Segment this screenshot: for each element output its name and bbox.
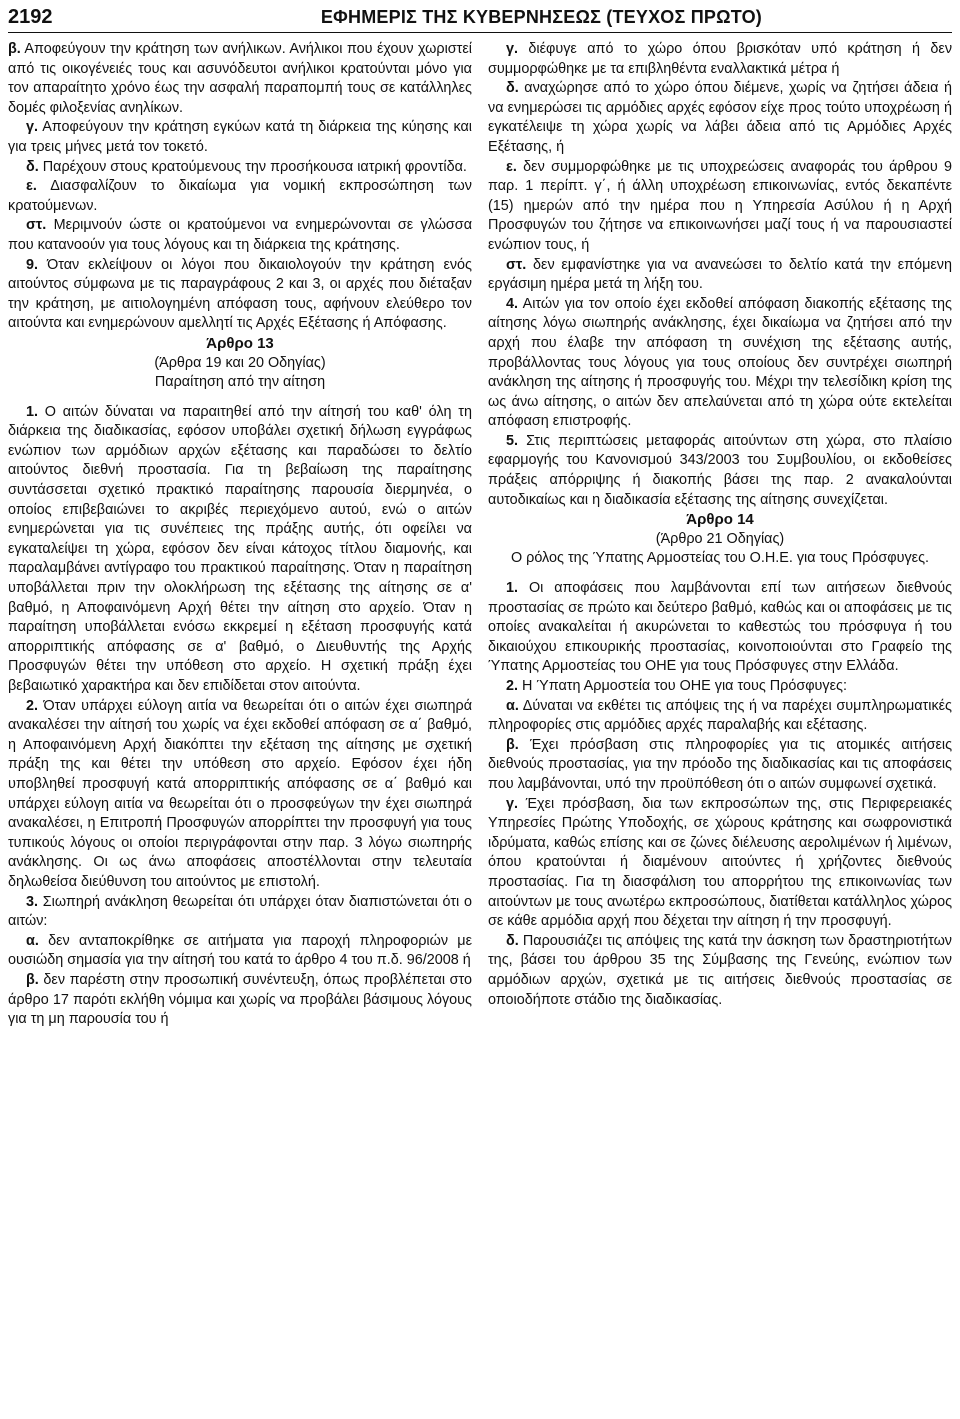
- paragraph-text: δεν παρέστη στην προσωπική συνέντευξη, όπως προβλέπεται στο άρθρο 17 παρότι εκλήθη νόμιμα και χωρίς να προβάλει βάσιμους λόγους για τη μη παρουσία του ή: [8, 971, 472, 1028]
- paragraph-label: γ.: [506, 795, 519, 812]
- paragraph-label: α.: [506, 697, 519, 714]
- paragraph-text: δεν συμμορφώθηκε με τις υποχρεώσεις αναφοράς του άρθρου 9 παρ. 1 περίπτ. γ΄, ή άλλη υποχρέωση επικοινωνίας, εντός δεκαπέντε (15) ημερών από την ημέρα που η Υπηρεσία Ασύλου ή η Αρχή Προσφυγών του ζήτησε να επικοινωνήσει μαζί τους ή να παρουσιαστεί ενώπιον τους, ή: [488, 158, 952, 253]
- paragraph: [488, 158, 952, 256]
- paragraph-text: Έχει πρόσβαση στις πληροφορίες για τις ατομικές αιτήσεις διεθνούς προστασίας, για την πρόοδο της διαδικασίας και τις αποφάσεις που λαμβάνονται, υπό την προϋπόθεση ότι ο αιτών συμφωνεί σχετικά.: [488, 736, 952, 792]
- paragraph: [8, 932, 472, 971]
- paragraph-text: Ο αιτών δύναται να παραιτηθεί από την αίτησή του καθ' όλη τη διάρκεια της διαδικασίας, εφόσον υποβάλει σχετική δήλωση εγγράφως ενώπιον των αρμόδιων αρχών εξέτασης και παραδώσει το δελτίο αιτούντος διεθνή προστασία. Για τη βεβαίωση της παραίτησης συντάσσεται σχετικό πρακτικό παραίτησης παρουσία διερμηνέα, ο οποίος επιβεβαιώνει το ακριβές περιεχόμενο αυτού, ενώ ο αιτών ενημερώνεται για τις συνέπειες της πράξης αυτής, ότι οφείλει να εγκαταλείψει τη χώρα, εφόσον δεν είναι κάτοχος τίτλου διαμονής, και παραλαμβάνει αντίγραφο του πρακτικού παραίτησης. Όταν η παραίτηση υποβάλλεται πριν την ολοκλήρωση της εξέτασης της αίτησης σε α' βαθμό, η Αποφαινόμενη Αρχή θέτει την αίτηση στο αρχείο. Όταν η παραίτηση υποβάλλεται ενόσω εκκρεμεί η εξέταση προσφυγής κατά απορριπτικής απόφασης σε α' βαθμό, ο Διευθυντής της Αρχής Προσφυγών θέτει την υπόθεση στο αρχείο. Η σχετική πράξη έχει βεβαιωτικό χαρακτήρα και δεν επιδίδεται στον αιτούντα.: [8, 403, 472, 694]
- paragraph: [8, 971, 472, 1030]
- page-header: [8, 2, 952, 33]
- paragraph: [488, 697, 952, 736]
- paragraph-label: δ.: [506, 80, 519, 97]
- paragraph-text: Αιτών για τον οποίο έχει εκδοθεί απόφαση διακοπής εξέτασης της αίτησης λόγω σιωπηρής ανάκλησης, έχει δικαίωμα να ζητήσει από την αρχή που έλαβε την απόφαση τη συνέχιση της εξέτασης αυτής, προβάλλοντας τους λόγους για τους οποίους δεν συντρέχει σιωπηρή ανάκληση της αίτησης ή προσφυγής του. Μέχρι την τελεσίδικη κρίση της ως άνω αίτησης, ο αιτών δεν απελαύνεται από τη χώρα ούτε εκτελείται απόφαση επιστροφής.: [488, 295, 952, 430]
- paragraph-label: 9.: [26, 256, 39, 273]
- paragraph: [8, 403, 472, 697]
- paragraph: [488, 40, 952, 79]
- article-14-subtitle: (Άρθρο 21 Οδηγίας): [655, 530, 785, 547]
- paragraph-text: Σιωπηρή ανάκληση θεωρείται ότι υπάρχει όταν διαπιστώνεται ότι ο αιτών:: [8, 893, 472, 930]
- paragraph-label: 5.: [506, 432, 519, 449]
- paragraph: [488, 736, 952, 795]
- right-column: [488, 40, 952, 1010]
- paragraph: [8, 893, 472, 932]
- paragraph: [488, 932, 952, 1010]
- paragraph-text: Δύναται να εκθέτει τις απόψεις της ή να παρέχει συμπληρωματικές πληροφορίες στις αρμόδιες αρχές παραλαβής και εξέτασης.: [488, 697, 952, 734]
- article-13-heading: Παραίτηση από την αίτηση: [154, 374, 326, 391]
- paragraph-label: β.: [506, 736, 519, 753]
- paragraph: [488, 256, 952, 295]
- paragraph: [8, 177, 472, 216]
- paragraph-text: Παρέχουν στους κρατούμενους την προσήκουσα ιατρική φροντίδα.: [42, 158, 467, 175]
- paragraph-text: δεν ανταποκρίθηκε σε αιτήματα για παροχή πληροφοριών με ουσιώδη σημασία για την αίτησή του κατά το άρθρο 4 του π.δ. 96/2008 ή: [8, 932, 472, 969]
- paragraph: [8, 256, 472, 334]
- paragraph-text: Διασφαλίζουν το δικαίωμα για νομική εκπροσώπηση των κρατούμενων.: [8, 178, 472, 214]
- paragraph: [488, 677, 952, 697]
- paragraph: [8, 40, 472, 118]
- paragraph: [488, 79, 952, 157]
- paragraph-label: δ.: [506, 932, 519, 949]
- paragraph-label: β.: [8, 41, 21, 57]
- paragraph-text: Παρουσιάζει τις απόψεις της κατά την άσκηση των δραστηριοτήτων της, βάσει του άρθρου 35 της Σύμβασης της Γενεύης, ενώπιον των αρμόδιων αρχών, σχετικά με τις αιτήσεις διεθνούς προστασίας σε οποιοδήποτε στάδιο της διαδικασίας.: [488, 932, 952, 1008]
- paragraph-text: Οι αποφάσεις που λαμβάνονται επί των αιτήσεων διεθνούς προστασίας σε πρώτο και δεύτερο βαθμό, καθώς και οι αποφάσεις με τις οποίες ανακαλείται ή ακυρώνεται το καθεστώς του πρόσφυγα ή του δικαιούχου επικουρικής προστασίας, κοινοποιούνται στο Γραφείο της Ύπατης Αρμοστείας του ΟΗΕ για τους Πρόσφυγες στην Ελλάδα.: [488, 580, 953, 675]
- paragraph-label: 2.: [506, 678, 519, 694]
- paragraph: [8, 216, 472, 255]
- paragraph-label: 1.: [506, 580, 519, 597]
- paragraph-text: Έχει πρόσβαση, δια των εκπροσώπων της, στις Περιφερειακές Υπηρεσίες Πρώτης Υποδοχής, σε χώρους κράτησης και σωφρονιστικά ιδρύματα, καθώς επίσης και σε ζώνες διέλευσης αερολιμένων ή λιμένων, όπου κρατούνται ή διαμένουν αιτούντες ή χρήζοντες διεθνούς προστασίας. Για τη διασφάλιση του απορρήτου της επικοινωνίας των αιτούντων με τους ανωτέρω εκπροσώπους, διατίθεται κατάλληλος χώρος σε κάθε αρμόδια αρχή που δέχεται την αίτηση ή την προσφυγή.: [488, 795, 953, 930]
- paragraph: [8, 697, 472, 893]
- article-14-title: Άρθρο 14: [686, 511, 754, 529]
- paragraph-text: δεν εμφανίστηκε για να ανανεώσει το δελτίο κατά την επόμενη εργάσιμη ημέρα μετά τη λήξη του.: [488, 256, 952, 293]
- paragraph-label: α.: [26, 932, 39, 949]
- paragraph: [488, 795, 952, 932]
- paragraph-label: 1.: [26, 403, 39, 420]
- paragraph-text: Αποφεύγουν την κράτηση εγκύων κατά τη διάρκεια της κύησης και για τρεις μήνες μετά τον τοκετό.: [8, 119, 472, 155]
- paragraph-text: Στις περιπτώσεις μεταφοράς αιτούντων στη χώρα, στο πλαίσιο εφαρμογής του Κανονισμού 343/2003 του Συμβουλίου, οι εκδοθείσες πράξεις απόρριψης ή διακοπής βάσει της παρ. 2 ανακαλούνται αυτοδικαίως και η διαδικασία εξέτασης της αίτησης συνεχίζεται.: [488, 432, 953, 508]
- paragraph: [8, 158, 472, 178]
- page-number: 2192: [8, 5, 53, 28]
- paragraph-label: 3.: [26, 893, 39, 910]
- paragraph-label: στ.: [506, 256, 527, 273]
- left-column: [8, 40, 472, 1030]
- paragraph-text: αναχώρησε από το χώρο όπου διέμενε, χωρίς να ζητήσει άδεια ή να ενημερώσει τις αρμόδιες αρχές εφόσον είχε προς τούτο υποχρέωση ή εγκατέλειψε τη χώρα χωρίς να λάβει άδεια από τις Αρμόδιες Αρχές Εξέτασης, ή: [488, 80, 952, 155]
- paragraph: [488, 579, 952, 677]
- paragraph-label: δ.: [26, 158, 39, 175]
- paragraph-text: διέφυγε από το χώρο όπου βρισκόταν υπό κράτηση ή δεν συμμορφώθηκε με τα επιβληθέντα εναλλακτικά μέτρα ή: [488, 41, 953, 77]
- paragraph-label: ε.: [506, 158, 517, 175]
- paragraph-text: Όταν εκλείψουν οι λόγοι που δικαιολογούν την κράτηση ενός αιτούντος σύμφωνα με τις παραγράφους 2 και 3, οι αρχές που διέταξαν την κράτηση, με αιτιολογημένη απόφαση τους, αφήνουν ελεύθερο τον αιτούντα και ενημερώνουν αμελλητί τις Αρχές Εξέτασης ή Απόφασης.: [8, 256, 472, 332]
- paragraph-label: γ.: [26, 119, 39, 136]
- paragraph-label: 2.: [26, 697, 39, 714]
- article-13-title: Άρθρο 13: [206, 334, 274, 352]
- gazette-title: ΕΦΗΜΕΡΙΣ ΤΗΣ ΚΥΒΕΡΝΗΣΕΩΣ (ΤΕΥΧΟΣ ΠΡΩΤΟ): [320, 6, 762, 27]
- paragraph-label: στ.: [26, 217, 47, 234]
- paragraph-label: ε.: [26, 178, 37, 195]
- article-14-heading: Ο ρόλος της Ύπατης Αρμοστείας του Ο.Η.Ε. για τους Πρόσφυγες.: [510, 550, 930, 567]
- paragraph: [488, 432, 952, 510]
- article-13-subtitle: (Άρθρα 19 και 20 Οδηγίας): [154, 354, 326, 371]
- paragraph-label: γ.: [506, 41, 519, 57]
- paragraph-text: Όταν υπάρχει εύλογη αιτία να θεωρείται ότι ο αιτών έχει σιωπηρά ανακαλέσει την αίτησή του χωρίς να έχει εκδοθεί απόφαση σε α΄ βαθμό, η Αποφαινόμενη Αρχή διακόπτει την εξέταση της αίτησης με σχετική πράξη της και θέτει την υπόθεση στο αρχείο. Εφόσον έχει ήδη υποβληθεί προσφυγή κατά απορριπτικής απόφασης σε α΄ βαθμό και υπάρχει εύλογη αιτία να θεωρείται ότι ο προσφεύγων την έχει σιωπηρά ανακαλέσει, η Επιτροπή Προσφυγών απορρίπτει την προσφυγή για τους τυπικούς λόγους οι οποίοι περιγράφονται στην παρ. 3 λόγω σιωπηρής ανάκλησης. Οι ως άνω αποφάσεις αποστέλλονται στην τελευταία δηλωθείσα διεύθυνση του αιτούντος με επιστολή.: [8, 697, 473, 890]
- paragraph-text: Μεριμνούν ώστε οι κρατούμενοι να ενημερώνονται σε γλώσσα που κατανοούν για τους λόγους και τη διάρκεια της κράτησης.: [8, 217, 473, 253]
- paragraph: [488, 295, 952, 432]
- paragraph-text: Αποφεύγουν την κράτηση των ανήλικων. Ανήλικοι που έχουν χωριστεί από τις οικογένειές τους και ασυνόδευτοι ανήλικοι κρατούνται μόνο για τον απαραίτητο χρόνο έως την ασφαλή παραπομπή τους σε κατάλληλες δομές φιλοξενίας ανηλίκων.: [8, 41, 472, 116]
- paragraph-text: Η Ύπατη Αρμοστεία του ΟΗΕ για τους Πρόσφυγες:: [522, 678, 847, 694]
- paragraph-label: β.: [26, 971, 39, 988]
- paragraph-label: 4.: [506, 295, 519, 312]
- paragraph: [8, 118, 472, 157]
